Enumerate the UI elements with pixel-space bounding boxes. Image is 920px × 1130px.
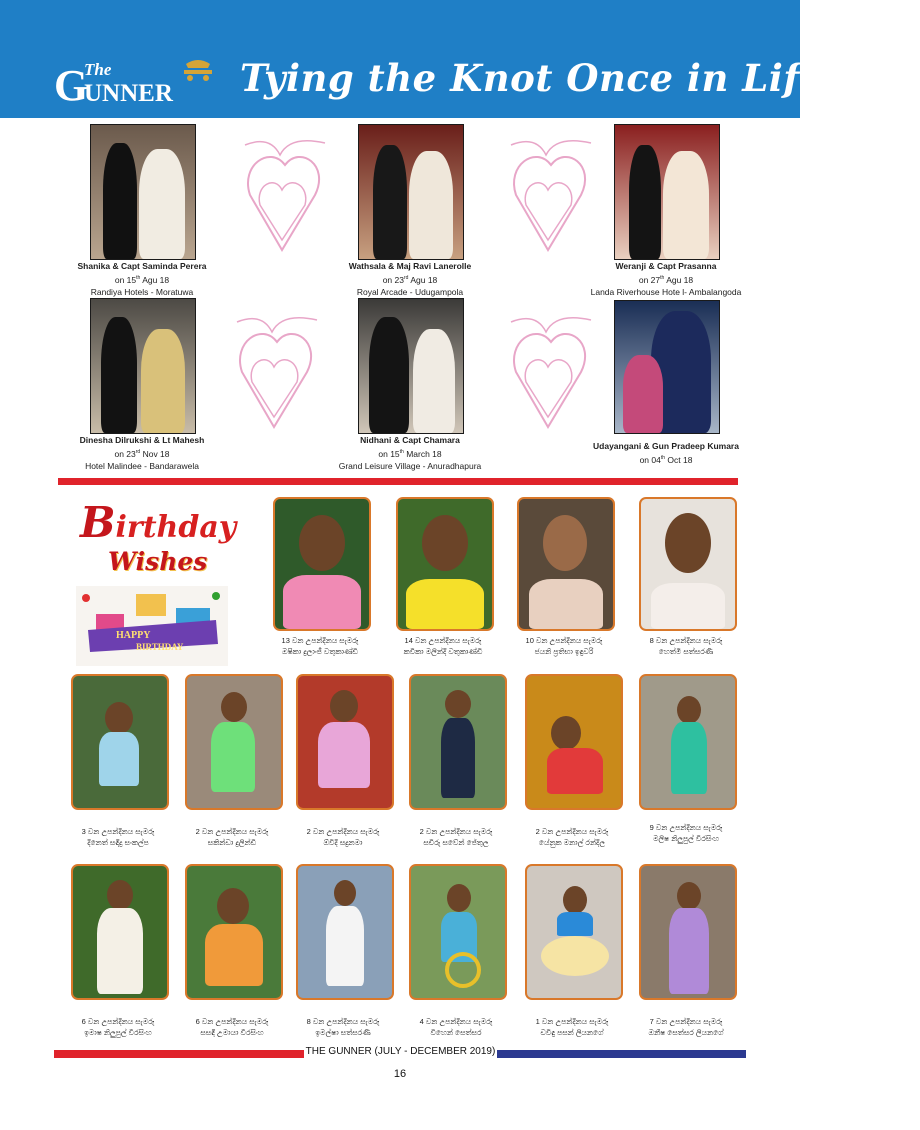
kid-photo-3 xyxy=(517,497,615,631)
kid-photo-14 xyxy=(409,864,507,1000)
wedding-date: on 23rd Nov 18 xyxy=(114,448,170,459)
kid-caption-11: 6 වන උපන්දිනය සැමරූ ඉමාෂ නිලුපුල් වීරසිංහ xyxy=(81,1017,155,1037)
wedding-date: on 15th March 18 xyxy=(378,448,442,459)
kid-photo-1 xyxy=(273,497,371,631)
wedding-caption-3 xyxy=(574,260,758,298)
wedding-venue: Randiya Hotels - Moratuwa xyxy=(90,286,194,297)
kid-photo-6 xyxy=(185,674,283,810)
kid-photo-12 xyxy=(185,864,283,1000)
banner-text-happy: HAPPY xyxy=(116,630,151,641)
kid-photo-11 xyxy=(71,864,169,1000)
wedding-doves-icon xyxy=(496,312,601,452)
wedding-caption-4 xyxy=(50,434,234,472)
kid-photo-8 xyxy=(409,674,507,810)
footer-publication: THE GUNNER (JULY - DECEMBER 2019) xyxy=(305,1046,496,1057)
page-title: Tying the Knot Once in Lifetime xyxy=(240,56,920,100)
wedding-date: on 15th Agu 18 xyxy=(114,274,170,285)
wedding-venue: Grand Leisure Village - Anuradhapura xyxy=(338,460,482,471)
banner-text-birthday: BIRTHDAY xyxy=(136,642,184,652)
couple-names: Weranji & Capt Prasanna xyxy=(615,261,717,271)
wedding-photo-2 xyxy=(358,124,464,260)
wedding-venue: Royal Arcade - Udugampola xyxy=(356,286,464,297)
wedding-photo-6 xyxy=(614,300,720,434)
wedding-caption-6 xyxy=(574,440,758,466)
kid-photo-4 xyxy=(639,497,737,631)
kid-caption-16: 7 වන උපන්දිනය සැමරූ ඔනීෂ සෙත්සර ලියනගේ xyxy=(648,1017,724,1037)
wedding-photo-5 xyxy=(358,298,464,434)
kid-caption-12: 6 වන උපන්දිනය සැමරූ සසඳි උමායා වීරසිංහ xyxy=(195,1017,269,1037)
logo-initial: G xyxy=(54,61,89,110)
footer-bar-right xyxy=(497,1050,746,1058)
kid-caption-3: 10 වන උපන්දිනය සැමරූ ජයනි ප්‍රතිභා ඉඳුවරි xyxy=(525,636,603,656)
kid-photo-13 xyxy=(296,864,394,1000)
kid-caption-13: 8 වන උපන්දිනය සැමරූ ඉමල්ෂා සත්සරණි xyxy=(306,1017,380,1037)
kid-caption-15: 1 වන උපන්දිනය සැමරූ චවිඳු පසන් ලියනගේ xyxy=(535,1017,609,1037)
kid-caption-1: 13 වන උපන්දිනය සැමරූ ඔෂිකා දුලාංජී වතුකාණ්ඩි xyxy=(281,636,359,656)
kid-caption-6: 2 වන උපන්දිනය සැමරූ සකින්ඩා දුලින්ඩි xyxy=(195,827,269,847)
kid-caption-8: 2 වන උපන්දිනය සැමරූ සචිරු සවේන් ජේතුල xyxy=(419,827,493,847)
page-number: 16 xyxy=(393,1068,407,1080)
kid-caption-5: 3 වන උපන්දිනය සැමරූ දිනෙත් සඳිදු සංකල්ප xyxy=(81,827,155,847)
wedding-date: on 04th Oct 18 xyxy=(639,454,693,465)
kid-caption-7: 2 වන උපන්දිනය සැමරූ ඕවිදි සදුනමා xyxy=(306,827,380,847)
couple-names: Dinesha Dilrukshi & Lt Mahesh xyxy=(79,435,205,445)
wedding-venue: Landa Riverhouse Hote l- Ambalangoda xyxy=(590,286,742,297)
kid-photo-2 xyxy=(396,497,494,631)
kid-photo-7 xyxy=(296,674,394,810)
kid-photo-9 xyxy=(525,674,623,810)
section-divider xyxy=(58,478,738,485)
happy-birthday-banner xyxy=(76,586,228,666)
wedding-date: on 23rd Agu 18 xyxy=(382,274,438,285)
wedding-photo-4 xyxy=(90,298,196,434)
kid-caption-4: 8 වන උපන්දිනය සැමරූ හෙත්මි සත්සරණි xyxy=(649,636,723,656)
couple-names: Udayangani & Gun Pradeep Kumara xyxy=(593,441,739,451)
artillery-crest-icon xyxy=(178,58,218,82)
gunner-logo xyxy=(54,60,179,110)
kid-photo-10 xyxy=(639,674,737,810)
couple-names: Shanika & Capt Saminda Perera xyxy=(77,261,207,271)
kid-photo-5 xyxy=(71,674,169,810)
kid-photo-15 xyxy=(525,864,623,1000)
wedding-venue: Hotel Malindee - Bandarawela xyxy=(85,460,199,471)
kid-caption-14: 4 වන උපන්දිනය සැමරූ විහෙන් සෙත්සර xyxy=(419,1017,493,1037)
kid-caption-9: 2 වන උපන්දිනය සැමරූ යේනුක මනාල් රන්දිල xyxy=(535,827,609,847)
birthday-heading-line2: Wishes xyxy=(108,547,208,576)
wedding-caption-1 xyxy=(50,260,234,298)
page-header xyxy=(0,0,920,118)
wedding-caption-5 xyxy=(318,434,502,472)
couple-names: Wathsala & Maj Ravi Lanerolle xyxy=(348,261,472,271)
kid-caption-2: 14 වන උපන්දිනය සැමරූ කවිකා මලින්දි වතුකාණ්ඩි xyxy=(403,636,483,656)
kid-caption-10: 9 වන උපන්දිනය සැමරූ මලිෂ නිලුපුල් වීරසිංහ xyxy=(649,823,723,843)
wedding-photo-3 xyxy=(614,124,720,260)
wedding-date: on 27th Agu 18 xyxy=(638,274,694,285)
wedding-caption-2 xyxy=(318,260,502,298)
kid-photo-16 xyxy=(639,864,737,1000)
footer-bar-left xyxy=(54,1050,304,1058)
birthday-heading: Birthday xyxy=(80,498,237,547)
wedding-doves-icon xyxy=(230,135,335,275)
wedding-photo-1 xyxy=(90,124,196,260)
logo-the: The xyxy=(84,60,112,79)
wedding-doves-icon xyxy=(496,135,601,275)
wedding-doves-icon xyxy=(222,312,327,452)
couple-names: Nidhani & Capt Chamara xyxy=(360,435,460,445)
logo-rest: UNNER xyxy=(84,80,173,107)
